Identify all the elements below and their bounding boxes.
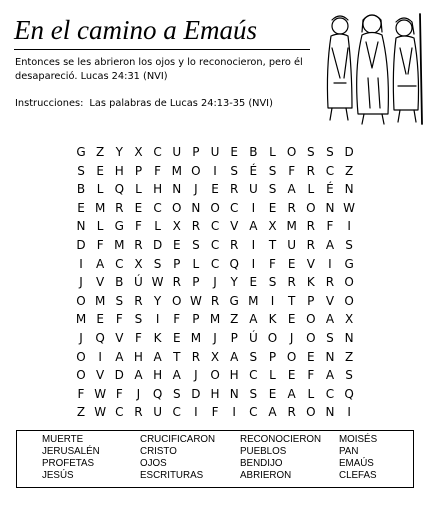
grid-letter: U <box>287 238 297 252</box>
grid-letter: A <box>134 368 143 383</box>
grid-letter: C <box>249 368 258 383</box>
grid-letter: G <box>344 256 354 271</box>
grid-letter: É <box>326 182 334 197</box>
grid-letter: Q <box>152 386 163 401</box>
grid-letter: C <box>325 386 335 401</box>
grid-letter: I <box>328 256 332 271</box>
word-list-item: PAN <box>339 446 359 457</box>
word-list-item: OJOS <box>140 458 167 469</box>
grid-letter: S <box>268 182 277 197</box>
grid-letter: R <box>230 238 239 252</box>
grid-letter: H <box>114 163 124 178</box>
grid-letter: M <box>94 293 106 308</box>
grid-letter: Q <box>229 256 239 271</box>
grid-letter: R <box>134 238 143 252</box>
grid-letter: E <box>287 368 296 383</box>
grid-letter: O <box>286 145 297 159</box>
grid-letter: D <box>114 368 124 383</box>
grid-letter: J <box>289 331 294 345</box>
grid-letter: O <box>210 200 220 215</box>
grid-letter: O <box>306 312 316 327</box>
grid-letter: G <box>114 219 124 234</box>
grid-letter: A <box>96 256 105 271</box>
word-list-item: JERUSALÉN <box>42 446 100 457</box>
grid-letter: I <box>270 293 275 308</box>
grid-letter: F <box>307 368 315 383</box>
grid-letter: L <box>269 145 276 159</box>
grid-letter: A <box>287 386 296 401</box>
grid-letter: J <box>213 275 217 290</box>
grid-letter: P <box>134 163 143 178</box>
grid-letter: T <box>268 238 277 252</box>
grid-letter: O <box>286 349 297 364</box>
grid-letter: C <box>153 145 162 159</box>
grid-letter: M <box>94 200 106 215</box>
grid-letter: O <box>344 275 354 290</box>
grid-letter: X <box>134 256 143 271</box>
grid-letter: I <box>98 349 102 364</box>
grid-letter: E <box>249 275 258 290</box>
grid-letter: L <box>96 182 104 197</box>
grid-letter: R <box>306 238 315 252</box>
grid-letter: B <box>115 275 124 290</box>
grid-letter: Z <box>76 405 86 420</box>
grid-letter: A <box>249 219 258 234</box>
grid-letter: O <box>267 331 278 345</box>
grid-letter: S <box>134 312 143 327</box>
grid-letter: F <box>288 163 296 178</box>
grid-letter: J <box>79 331 83 345</box>
grid-letter: O <box>76 349 86 364</box>
grid-letter: U <box>210 145 220 159</box>
grid-letter: G <box>76 145 86 159</box>
grid-letter: K <box>153 331 162 345</box>
grid-letter: R <box>134 405 143 420</box>
grid-letter: L <box>135 182 142 197</box>
grid-letter: A <box>249 312 258 327</box>
instructions-label: Instrucciones: <box>15 98 84 109</box>
grid-letter: I <box>347 405 351 420</box>
grid-letter: F <box>134 331 142 345</box>
grid-letter: W <box>94 405 107 420</box>
grid-letter: L <box>192 256 200 271</box>
grid-letter: J <box>194 368 198 383</box>
grid-letter: Y <box>230 275 238 290</box>
grid-letter: B <box>76 182 86 197</box>
grid-letter: E <box>96 312 104 327</box>
grid-letter: D <box>152 238 163 252</box>
grid-letter: R <box>191 219 201 234</box>
grid-letter: F <box>115 386 123 401</box>
grid-letter: F <box>173 312 181 327</box>
grid-letter: S <box>249 386 258 401</box>
grid-letter: C <box>172 405 181 420</box>
grid-letter: R <box>287 200 296 215</box>
grid-letter: P <box>173 256 181 271</box>
grid-letter: U <box>172 145 182 159</box>
grid-letter: S <box>326 331 334 345</box>
grid-letter: A <box>287 182 296 197</box>
grid-letter: E <box>211 182 219 197</box>
grid-letter: C <box>325 163 335 178</box>
grid-letter: X <box>172 219 181 234</box>
grid-letter: S <box>230 163 238 178</box>
grid-letter: M <box>171 163 182 178</box>
grid-letter: S <box>268 275 277 290</box>
grid-letter: É <box>249 163 258 178</box>
grid-letter: P <box>307 293 315 308</box>
grid-letter: L <box>96 219 104 234</box>
grid-letter: I <box>79 256 83 271</box>
instructions-text: Las palabras de Lucas 24:13-35 (NVI) <box>89 98 273 109</box>
word-list-item: CRISTO <box>140 446 177 457</box>
grid-letter: M <box>75 312 87 327</box>
grid-letter: R <box>306 219 315 234</box>
grid-letter: B <box>249 145 258 159</box>
grid-letter: N <box>344 331 354 345</box>
grid-letter: A <box>325 238 335 252</box>
grid-letter: J <box>79 275 83 290</box>
grid-letter: C <box>210 238 220 252</box>
grid-letter: D <box>76 238 86 252</box>
grid-letter: O <box>172 293 182 308</box>
grid-letter: A <box>115 349 124 364</box>
grid-letter: E <box>134 200 143 215</box>
grid-letter: R <box>287 405 296 420</box>
word-list-item: ABRIERON <box>240 470 292 481</box>
word-list-item: EMAÚS <box>339 458 374 469</box>
grid-letter: L <box>269 368 276 383</box>
page-title: En el camino a Emaús <box>14 15 257 45</box>
grid-letter: E <box>307 349 315 364</box>
grid-letter: M <box>248 293 259 308</box>
grid-letter: X <box>210 349 220 364</box>
grid-letter: F <box>115 312 123 327</box>
grid-letter: N <box>172 182 182 197</box>
grid-letter: N <box>325 405 335 420</box>
grid-letter: S <box>115 293 124 308</box>
word-list-item: JESÚS <box>42 470 74 481</box>
grid-letter: J <box>213 331 217 345</box>
grid-letter: I <box>251 256 256 271</box>
grid-letter: T <box>287 293 296 308</box>
grid-letter: V <box>96 275 105 290</box>
grid-letter: J <box>194 182 198 197</box>
grid-letter: S <box>153 256 162 271</box>
grid-letter: F <box>96 238 104 252</box>
grid-letter: F <box>326 219 334 234</box>
grid-letter: C <box>229 200 239 215</box>
grid-letter: H <box>153 368 163 383</box>
word-list-item: RECONOCIERON <box>240 434 322 445</box>
grid-letter: E <box>77 200 85 215</box>
grid-letter: M <box>209 312 221 327</box>
grid-letter: F <box>211 405 219 420</box>
grid-letter: K <box>306 275 315 290</box>
word-list-item: ESCRITURAS <box>140 470 204 481</box>
grid-letter: L <box>307 386 315 401</box>
grid-letter: I <box>232 405 236 420</box>
grid-letter: N <box>229 386 239 401</box>
grid-letter: P <box>192 312 200 327</box>
grid-letter: Q <box>95 331 105 345</box>
grid-letter: O <box>306 200 316 215</box>
grid-letter: V <box>96 368 105 383</box>
grid-letter: Ú <box>248 331 258 345</box>
grid-letter: J <box>136 386 141 401</box>
grid-letter: S <box>345 368 353 383</box>
grid-letter: S <box>345 238 353 252</box>
grid-letter: E <box>268 386 277 401</box>
grid-letter: S <box>306 145 315 159</box>
grid-letter: K <box>268 312 277 327</box>
grid-letter: I <box>213 163 217 178</box>
grid-letter: W <box>343 200 356 215</box>
word-list-item: PROFETAS <box>42 458 95 469</box>
grid-letter: V <box>230 219 239 234</box>
grid-letter: N <box>325 200 335 215</box>
grid-letter: D <box>191 386 201 401</box>
grid-letter: U <box>153 405 162 420</box>
grid-letter: R <box>230 182 239 197</box>
grid-letter: F <box>134 219 142 234</box>
grid-letter: S <box>268 163 277 178</box>
grid-letter: R <box>172 275 181 290</box>
grid-letter: Z <box>96 145 105 159</box>
grid-letter: H <box>153 182 163 197</box>
grid-letter: O <box>172 200 182 215</box>
word-list-item: BENDIJO <box>240 458 283 469</box>
grid-letter: L <box>154 219 161 234</box>
grid-letter: R <box>134 293 143 308</box>
grid-letter: P <box>268 349 277 364</box>
grid-letter: U <box>248 182 258 197</box>
grid-letter: A <box>230 349 239 364</box>
word-list-item: MOISÉS <box>339 434 378 445</box>
grid-letter: O <box>306 331 316 345</box>
grid-letter: R <box>210 293 220 308</box>
grid-letter: S <box>192 238 200 252</box>
grid-letter: V <box>306 256 315 271</box>
grid-letter: C <box>115 405 124 420</box>
grid-letter: I <box>347 219 351 234</box>
grid-letter: O <box>210 368 220 383</box>
grid-letter: W <box>94 386 107 401</box>
grid-letter: O <box>344 293 354 308</box>
grid-letter: C <box>115 256 124 271</box>
grid-letter: W <box>151 275 164 290</box>
grid-letter: Z <box>344 163 354 178</box>
grid-letter: C <box>210 256 220 271</box>
grid-letter: A <box>172 368 181 383</box>
grid-letter: E <box>172 331 181 345</box>
grid-letter: P <box>192 275 200 290</box>
grid-letter: H <box>229 368 239 383</box>
grid-letter: R <box>306 163 315 178</box>
grid-letter: X <box>268 219 277 234</box>
grid-letter: I <box>155 312 160 327</box>
grid-letter: R <box>115 200 124 215</box>
grid-letter: P <box>230 331 238 345</box>
grid-letter: N <box>325 349 335 364</box>
bible-verse: Entonces se les abrieron los ojos y lo reconocieron, pero él desapareció. Lucas 24:31 (NVI) <box>15 57 303 82</box>
grid-letter: D <box>344 145 354 159</box>
grid-letter: E <box>96 163 104 178</box>
grid-letter: V <box>115 331 124 345</box>
grid-letter: E <box>172 238 181 252</box>
grid-letter: W <box>189 293 202 308</box>
grid-letter: C <box>210 219 220 234</box>
grid-letter: M <box>286 219 297 234</box>
grid-letter: S <box>77 163 85 178</box>
grid-letter: G <box>229 293 239 308</box>
grid-letter: A <box>268 405 277 420</box>
grid-letter: A <box>153 349 162 364</box>
grid-letter: O <box>76 368 86 383</box>
grid-letter: O <box>306 405 316 420</box>
grid-letter: R <box>325 275 335 290</box>
grid-letter: F <box>77 386 85 401</box>
grid-letter: C <box>249 405 258 420</box>
grid-letter: S <box>172 386 181 401</box>
grid-letter: E <box>230 145 238 159</box>
grid-letter: M <box>190 331 202 345</box>
grid-letter: X <box>344 312 354 327</box>
grid-letter: Z <box>230 312 239 327</box>
grid-letter: I <box>251 200 256 215</box>
grid-letter: Y <box>115 145 123 159</box>
grid-letter: A <box>325 312 335 327</box>
grid-letter: Q <box>114 182 125 197</box>
word-list-item: MUERTE <box>42 434 84 445</box>
grid-letter: N <box>344 182 354 197</box>
grid-letter: E <box>287 312 296 327</box>
grid-letter: T <box>173 349 181 364</box>
grid-letter: O <box>191 163 201 178</box>
grid-letter: Y <box>153 293 162 308</box>
grid-letter: E <box>287 256 296 271</box>
grid-letter: N <box>191 200 201 215</box>
grid-letter: I <box>251 238 256 252</box>
grid-letter: C <box>153 200 162 215</box>
grid-letter: S <box>249 349 258 364</box>
grid-letter: R <box>287 275 296 290</box>
grid-letter: N <box>76 219 86 234</box>
grid-letter: X <box>134 145 143 159</box>
grid-letter: Z <box>344 349 354 364</box>
grid-letter: R <box>191 349 201 364</box>
word-list-item: PUEBLOS <box>240 446 287 457</box>
grid-letter: F <box>269 256 276 271</box>
grid-letter: Ú <box>134 275 143 290</box>
grid-letter: S <box>326 145 334 159</box>
grid-letter: Q <box>344 386 354 401</box>
word-list-item: CRUCIFICARON <box>140 434 216 445</box>
grid-letter: A <box>325 368 335 383</box>
grid-letter: I <box>194 405 198 420</box>
grid-letter: H <box>133 349 143 364</box>
grid-letter: E <box>268 200 277 215</box>
grid-letter: F <box>154 163 162 178</box>
grid-letter: L <box>307 182 315 197</box>
grid-letter: O <box>76 293 86 308</box>
grid-letter: V <box>325 293 335 308</box>
word-list-item: CLEFAS <box>339 470 377 481</box>
grid-letter: M <box>114 238 125 252</box>
grid-letter: P <box>192 145 200 159</box>
grid-letter: H <box>210 386 220 401</box>
